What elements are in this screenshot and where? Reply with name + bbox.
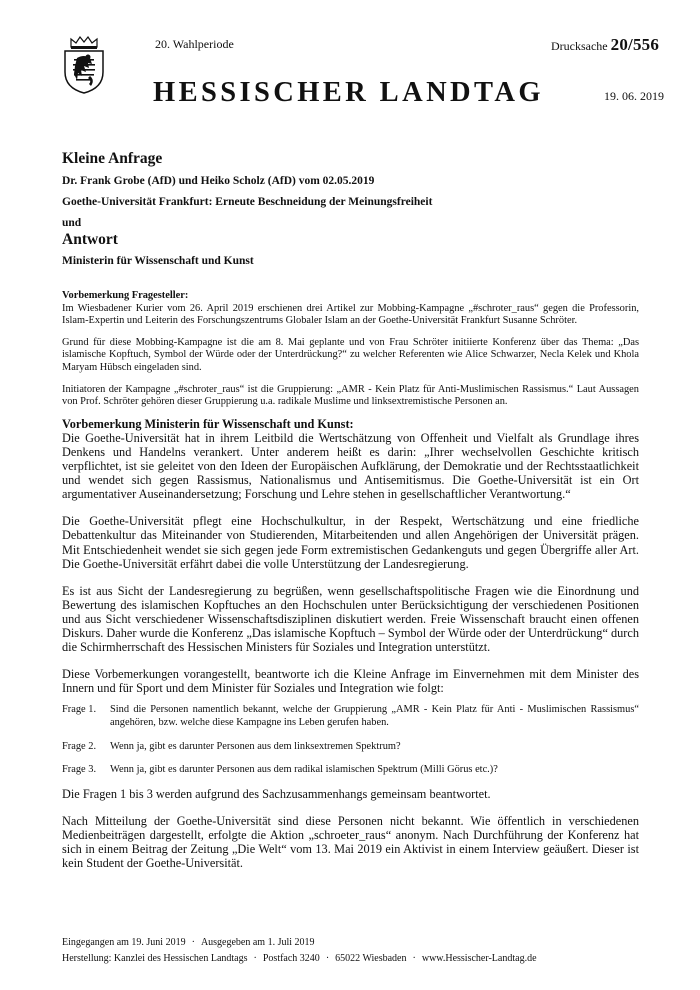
vorbemerkung-ministerin-heading: Vorbemerkung Ministerin für Wissenschaft und Kunst: <box>62 416 354 431</box>
und-label: und <box>62 217 82 229</box>
document-body <box>62 290 639 883</box>
frage-item <box>62 704 639 729</box>
website-link[interactable]: www.Hessischer-Landtag.de <box>421 953 537 964</box>
frage-text: Sind die Personen namentlich bekannt, welche der Gruppierung „AMR - Kein Platz für Anti - Muslimischen Rassismus“ angehören, bzw. welche diese Kampagne ins Leben gerufen haben. <box>110 704 639 728</box>
antwort-title: Antwort <box>62 231 118 248</box>
frage-label: Frage 2. <box>62 740 97 752</box>
wahlperiode: 20. Wahlperiode <box>155 37 234 51</box>
ministerin-paragraph-3: Es ist aus Sicht der Landesregierung zu begrüßen, wenn gesellschaftspolitische Fragen wie die Einordnung und Bewertung des islamischen Kopftuches an den Hochschulen unter Berücksichtigung der verschiedenen Positionen und aus Sicht verschiedener Wissenschaftsdisziplinen diskutiert werden. Freie Wissenschaft braucht einen offenen Diskurs. Daher wurde die Konferenz „Das islamische Kopftuch – Symbol der Würde oder der Unterdrückung“ durch die Schirmherrschaft des Hessischen Ministers für Soziales und Integration unterstützt. <box>62 583 639 655</box>
frage-label: Frage 3. <box>62 764 97 776</box>
postfach: Postfach 3240 <box>262 953 320 964</box>
ministry: Ministerin für Wissenschaft und Kunst <box>62 255 254 267</box>
authors: Dr. Frank Grobe (AfD) und Heiko Scholz (AfD) vom 02.05.2019 <box>62 175 375 187</box>
drucksache-number: 20/556 <box>610 35 660 54</box>
landtag-title: HESSISCHER LANDTAG <box>153 77 544 108</box>
fragesteller-paragraph-2: Grund für diese Mobbing-Kampagne ist die am 8. Mai geplante und von Frau Schröter initiierte Konferenz über das Thema: „Das islamische Kopftuch, Symbol der Würde oder der Unterdrückung?“ zu welcher Referenten wie Alice Schwarzer, Necla Kelek und Khola Maryam Hübsch eingeladen sind. <box>62 336 639 373</box>
fragesteller-paragraph-3: Initiatoren der Kampagne „#schroter_raus“ ist die Gruppierung: „AMR - Kein Platz für Anti-Muslimischen Rassismus.“ Laut Aussagen von Prof. Schröter gehören dieser Gruppierung u.a. radikale Muslime und linksextremistische Personen an. <box>62 383 639 408</box>
frage-item <box>62 741 639 754</box>
footer: Eingegangen am 19. Juni 2019 · Ausgegeben am 1. Juli 2019 Herstellung: Kanzlei des Hessischen Landtags · Postfach 3240 · 65022 Wiesbaden · www.Hessischer-Landtag.de <box>62 937 537 964</box>
subject: Goethe-Universität Frankfurt: Erneute Beschneidung der Meinungsfreiheit <box>62 196 433 208</box>
document-date: 19. 06. 2019 <box>604 89 664 103</box>
antwort-paragraph-1: Die Fragen 1 bis 3 werden aufgrund des Sachzusammenhangs gemeinsam beantwortet. <box>62 786 491 801</box>
ministerin-paragraph-2: Die Goethe-Universität pflegt eine Hochschulkultur, in der Respekt, Wertschätzung und eine friedliche Debattenkultur das Miteinander von Studierenden, Mitarbeitenden und allen Angehörigen der Universität prägen. Mit Entschiedenheit wendet sie sich gegen jede Form extremistischen Gedankenguts und gegen Übergriffe aller Art. Die Goethe-Universität erfährt dabei die volle Unterstützung der Landesregierung. <box>62 514 639 571</box>
hessen-coat-of-arms-icon <box>62 36 106 94</box>
drucksache-label: Drucksache <box>551 39 608 53</box>
eingegangen-date: Eingegangen am 19. Juni 2019 <box>62 937 186 948</box>
ausgegeben-date: Ausgegeben am 1. Juli 2019 <box>200 937 315 948</box>
frage-text: Wenn ja, gibt es darunter Personen aus dem linksextremen Spektrum? <box>110 740 401 752</box>
drucksache <box>551 35 659 55</box>
postal-address: 65022 Wiesbaden <box>335 953 407 964</box>
fragesteller-paragraph-1: Im Wiesbadener Kurier vom 26. April 2019 erschienen drei Artikel zur Mobbing-Kampagne „#schroter_raus“ gegen die Professorin, Islam-Expertin und Leiterin des Forschungszentrums Globaler Islam an der Goethe-Universität Frankfurt Susanne Schröter. <box>62 302 639 327</box>
vorbemerkung-fragesteller-heading: Vorbemerkung Fragesteller: <box>62 290 189 301</box>
herstellung: Herstellung: Kanzlei des Hessischen Landtags <box>62 953 248 964</box>
frage-label: Frage 1. <box>62 704 97 716</box>
frage-item <box>62 764 639 777</box>
frage-text: Wenn ja, gibt es darunter Personen aus dem radikal islamischen Spektrum (Milli Görus etc.)? <box>110 764 498 776</box>
ministerin-paragraph-1: Die Goethe-Universität hat in ihrem Leitbild die Wertschätzung von Offenheit und Vielfalt als Grundlage ihres Denkens und Handelns verankert. Unter anderem heißt es darin: „Ihrer wechselvollen Geschichte kritisch verpflichtet, ist sie geleitet von den Ideen der Europäischen Aufklärung, der Demokratie und der Rechtsstaatlichkeit und wendet sich gegen Rassismus, Nationalismus und Antisemitismus. Die Goethe-Universität ist ein Ort argumentativer Auseinandersetzung; Forschung und Lehre stehen in gesellschaftlicher Verantwortung.“ <box>62 430 639 502</box>
ministerin-paragraph-4: Diese Vorbemerkungen vorangestellt, beantworte ich die Kleine Anfrage im Einvernehmen mit dem Minister des Innern und für Sport und dem Minister für Soziales und Integration wie folgt: <box>62 667 639 696</box>
antwort-paragraph-2: Nach Mitteilung der Goethe-Universität sind diese Personen nicht bekannt. Wie öffentlich in verschiedenen Medienbeiträgen dargestellt, erfolgte die Aktion „schroeter_raus“ anonym. Nach Durchführung der Konferenz hat sich in einem Beitrag der Zeitung „Die Welt“ vom 13. Mai 2019 ein Aktivist in einem Interview geäußert. Dieser ist kein Student der Goethe-Universität. <box>62 813 639 871</box>
heading-block <box>62 149 642 268</box>
kleine-anfrage-title: Kleine Anfrage <box>62 150 163 167</box>
